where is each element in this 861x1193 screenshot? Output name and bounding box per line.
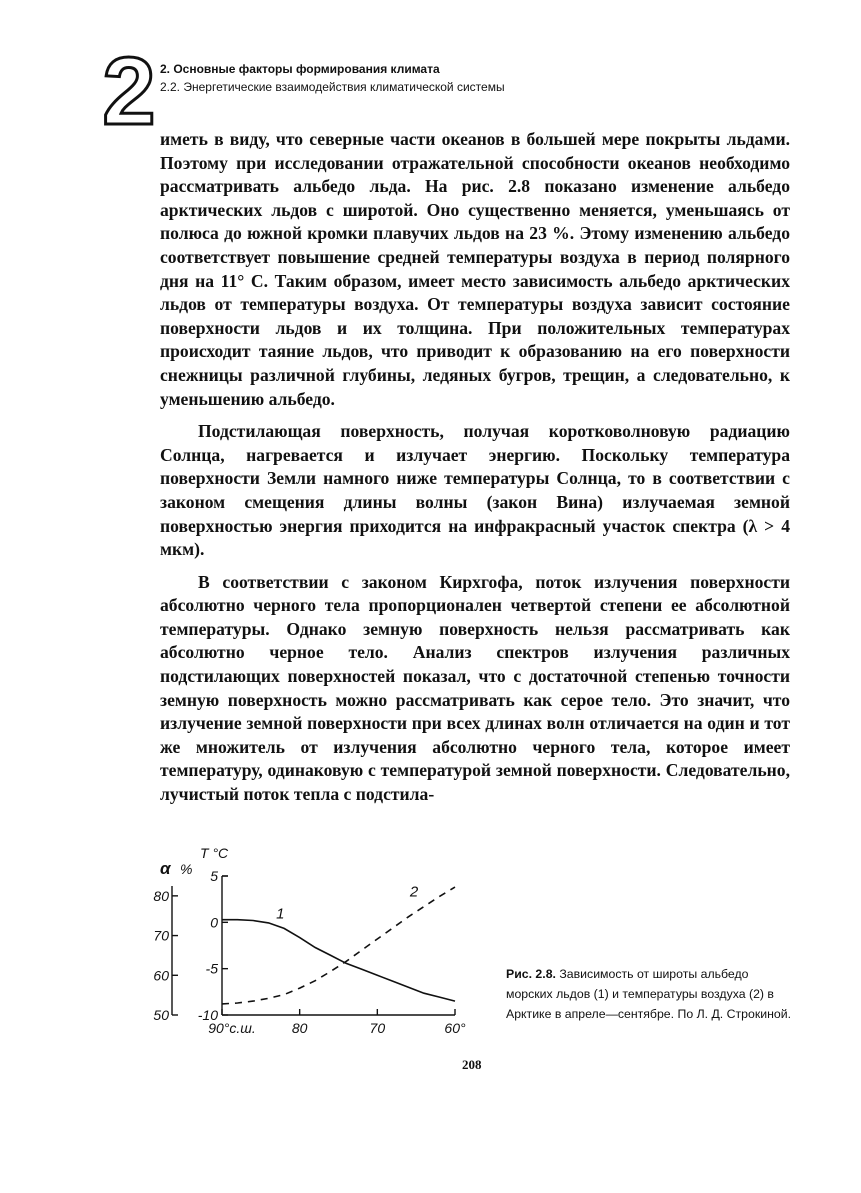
x-tick-label: 60°	[444, 1020, 466, 1036]
chapter-number	[100, 48, 158, 132]
svg-text:2: 2	[102, 48, 156, 132]
page-number: 208	[462, 1057, 482, 1072]
body-text	[160, 128, 790, 807]
series-line-2	[222, 887, 455, 1004]
series-line-1	[222, 920, 455, 1001]
running-header	[160, 60, 505, 96]
alpha-tick-label: 70	[153, 927, 169, 944]
alpha-tick-label: 50	[153, 1007, 169, 1023]
x-tick-label: 90°с.ш.	[208, 1020, 256, 1036]
x-tick-label: 70	[369, 1020, 386, 1036]
series-label: 2	[409, 883, 419, 901]
series-label: 1	[276, 905, 285, 923]
temperature-tick-label: -5	[205, 960, 218, 977]
temperature-tick-label: -10	[197, 1007, 218, 1023]
figure-chart	[150, 840, 480, 1045]
paragraph: Подстилающая поверхность, получая коротковолновую радиацию Солнца, нагревается и излучает энергию. Поскольку температура поверхности Земли намного ниже температуры Солнца, то в соответствии с законом смещения длины волны (закон Вина) излучаемая земной поверхностью энергия приходится на инфракрасный участок спектра (λ > 4 мкм).	[160, 421, 790, 560]
header-section-title: 2.2. Энергетические взаимодействия климатической системы	[160, 80, 505, 94]
temperature-tick-label: 5	[210, 868, 218, 884]
alpha-tick-label: 60	[153, 967, 169, 984]
header-chapter-title: 2. Основные факторы формирования климата	[160, 62, 440, 76]
temperature-tick-label: 0	[210, 914, 218, 931]
figure-caption	[506, 964, 796, 1024]
alpha-tick-label: 80	[153, 887, 169, 904]
x-tick-label: 80	[291, 1020, 308, 1036]
alpha-axis-label: α	[160, 859, 171, 878]
figure-caption-label: Рис. 2.8.	[506, 967, 556, 981]
figure-caption-text: Зависимость от широты альбедо морских льдов (1) и температуры воздуха (2) в Арктике в апреле—сентябре. По Л. Д. Строкиной.	[506, 967, 791, 1021]
temperature-axis-label: T °C	[200, 845, 229, 861]
paragraph: В соответствии с законом Кирхгофа, поток излучения поверхности абсолютно черного тела пропорционален четвертой степени ее абсолютной температуры. Однако земную поверхность нельзя рассматривать как абсолютно черное тело. Анализ спектров излучения различных подстилающих поверхностей показал, что с достаточной степенью точности земную поверхность можно рассматривать как серое тело. Это значит, что излучение земной поверхности при всех длинах волн отличается на один и тот же множитель от излучения абсолютно черного тела, которое имеет температуру, одинаковую с температурой земной поверхности. Следовательно, лучистый поток тепла с подстила-	[160, 571, 790, 805]
paragraph: иметь в виду, что северные части океанов в большей мере покрыты льдами. Поэтому при исследовании отражательной способности океанов необходимо рассматривать альбедо льда. На рис. 2.8 показано изменение альбедо арктических льдов с широтой. Оно существенно меняется, уменьшаясь от полюса до южной кромки плавучих льдов на 23 %. Этому изменению альбедо соответствует повышение средней температуры воздуха в период полярного дня на 11° С. Таким образом, имеет место зависимость альбедо арктических льдов от температуры воздуха. От температуры воздуха зависит состояние поверхности льдов и их толщина. При положительных температурах происходит таяние льдов, что приводит к образованию на его поверхности снежницы различной глубины, ледяных бугров, трещин, а следовательно, к уменьшению альбедо.	[160, 129, 790, 409]
alpha-axis-unit: %	[180, 861, 193, 877]
